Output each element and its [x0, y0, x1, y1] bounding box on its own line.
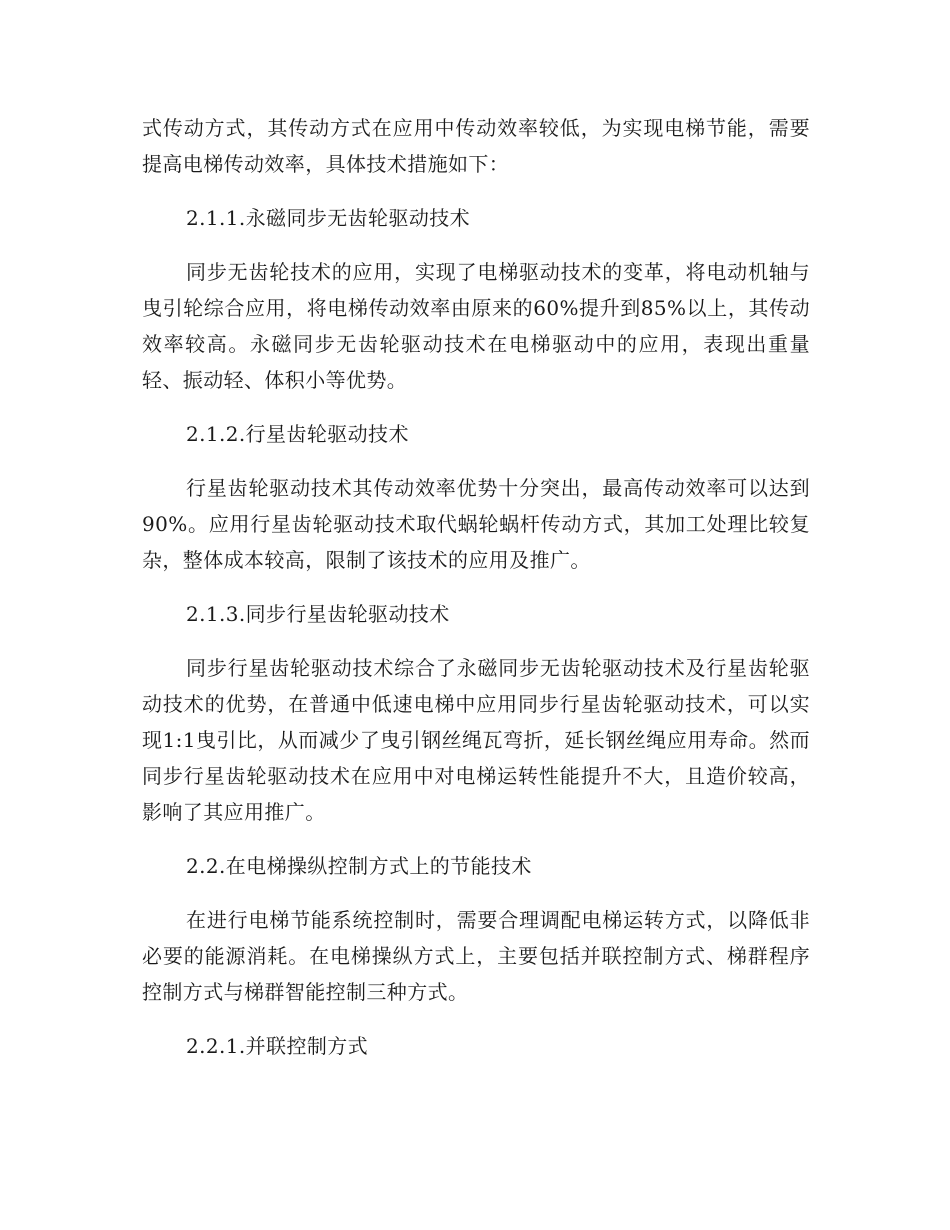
document-body — [142, 110, 810, 1082]
paragraph-permanent-magnet: 同步无齿轮技术的应用，实现了电梯驱动技术的变革，将电动机轴与曳引轮综合应用，将电梯传动效率由原来的60%提升到85%以上，其传动效率较高。永磁同步无齿轮驱动技术在电梯驱动中的应用，表现出重量轻、振动轻、体积小等优势。 — [142, 260, 810, 392]
paragraph-planetary-gear: 行星齿轮驱动技术其传动效率优势十分突出，最高传动效率可以达到90%。应用行星齿轮驱动技术取代蜗轮蜗杆传动方式，其加工处理比较复杂，整体成本较高，限制了该技术的应用及推广。 — [142, 476, 810, 572]
section-heading-2-1-3: 2.1.3.同步行星齿轮驱动技术 — [186, 602, 450, 626]
section-heading-2-2: 2.2.在电梯操纵控制方式上的节能技术 — [186, 854, 532, 878]
section-heading-2-2-1: 2.2.1.并联控制方式 — [186, 1034, 369, 1058]
paragraph-synchronous-planetary: 同步行星齿轮驱动技术综合了永磁同步无齿轮驱动技术及行星齿轮驱动技术的优势，在普通中低速电梯中应用同步行星齿轮驱动技术，可以实现1:1曳引比，从而减少了曳引钢丝绳瓦弯折，延长钢丝绳应用寿命。然而同步行星齿轮驱动技术在应用中对电梯运转性能提升不大，且造价较高，影响了其应用推广。 — [142, 656, 810, 824]
section-heading-2-1-1: 2.1.1.永磁同步无齿轮驱动技术 — [186, 206, 471, 230]
paragraph-control-methods: 在进行电梯节能系统控制时，需要合理调配电梯运转方式，以降低非必要的能源消耗。在电梯操纵方式上，主要包括并联控制方式、梯群程序控制方式与梯群智能控制三种方式。 — [142, 908, 810, 1004]
section-heading-2-1-2: 2.1.2.行星齿轮驱动技术 — [186, 422, 409, 446]
paragraph-intro: 式传动方式，其传动方式在应用中传动效率较低，为实现电梯节能，需要提高电梯传动效率，具体技术措施如下： — [142, 116, 810, 176]
